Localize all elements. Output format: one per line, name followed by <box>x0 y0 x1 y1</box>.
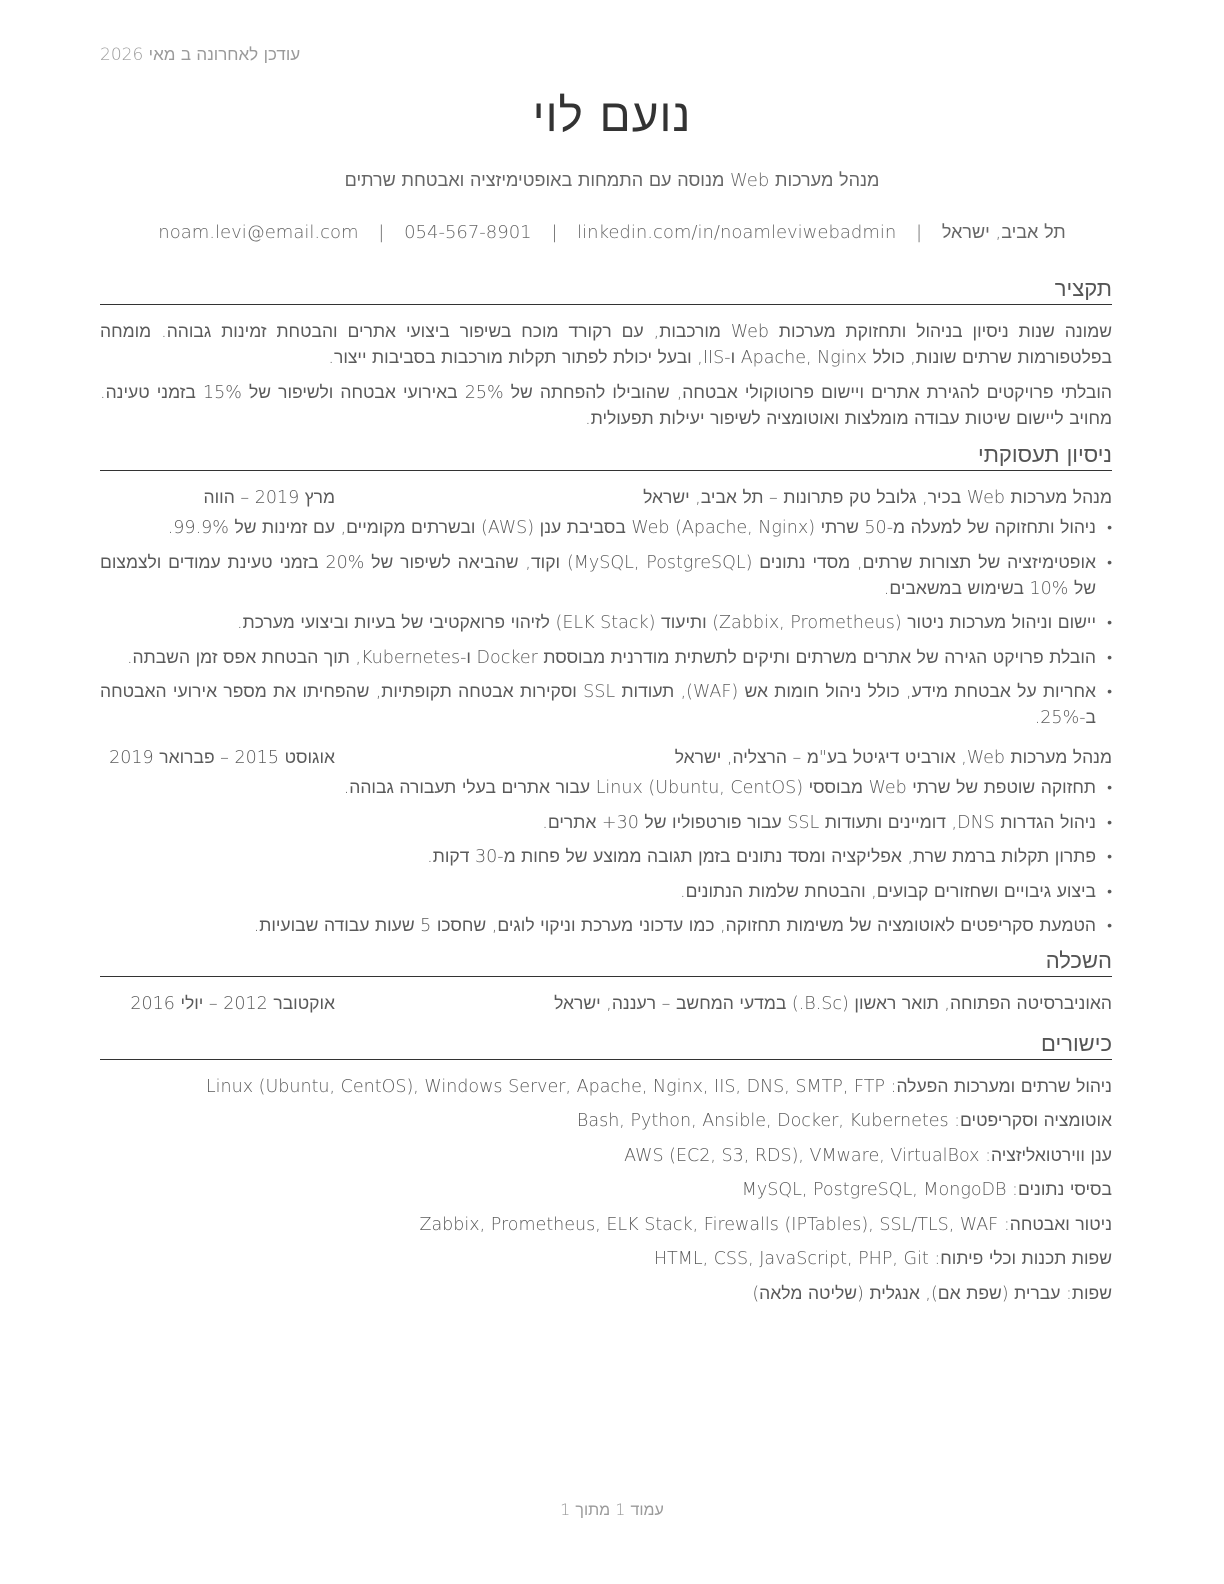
contact-separator: | <box>378 222 385 243</box>
contact-line <box>0 222 1224 243</box>
job-entry <box>100 745 1112 939</box>
skill-line: שפות: עברית (שפת אם), אנגלית (שליטה מלאה) <box>752 1283 1112 1304</box>
skill-line: ניטור ואבטחה: Zabbix, Prometheus, ELK Stack, Firewalls (IPTables), SSL/TLS, WAF <box>419 1214 1112 1235</box>
education-dates: אוקטובר 2012 – יולי 2016 <box>130 993 335 1014</box>
contact-email[interactable]: noam.levi@email.com <box>158 222 359 243</box>
list-item: • הטמעת סקריפטים לאוטומציה של משימות תחזוקה, כמו עדכוני מערכת וניקוי לוגים, שחסכו 5 שעות עבודה שבועיות. <box>100 913 1112 939</box>
contact-location: תל אביב, ישראל <box>941 222 1066 243</box>
skill-line: ענן ווירטואליזציה: AWS (EC2, S3, RDS), VMware, VirtualBox <box>624 1145 1112 1166</box>
job-dates: מרץ 2019 – הווה <box>203 488 335 508</box>
summary-section <box>100 276 1112 432</box>
section-title-summary: תקציר <box>100 276 1112 305</box>
list-item: • הובלת פרויקט הגירה של אתרים משרתים ותיקים לתשתית מודרנית מבוססת Docker ו-Kubernetes, תוך הבטחת אפס זמן השבתה. <box>100 645 1112 671</box>
education-section <box>100 948 1112 1017</box>
education-degree: האוניברסיטה הפתוחה, תואר ראשון (B.Sc.) במדעי המחשב – רעננה, ישראל <box>554 993 1112 1014</box>
summary-paragraph: שמונה שנות ניסיון בניהול ותחזוקת מערכות Web מורכבות, עם רקורד מוכח בשיפור ביצועי אתרים והבטחת זמינות גבוהה. מומחה בפלטפורמות שרתים שונות, כולל Apache, Nginx ו-IIS, ובעל יכולת לפתור תקלות מורכבות בסביבות ייצור. <box>100 322 1112 368</box>
resume-content <box>100 276 1112 1315</box>
skill-line: שפות תכנות וכלי פיתוח: HTML, CSS, JavaScript, PHP, Git <box>653 1249 1112 1269</box>
skill-line: בסיסי נתונים: MySQL, PostgreSQL, MongoDB <box>741 1180 1112 1200</box>
list-item: • אחריות על אבטחת מידע, כולל ניהול חומות אש (WAF), תעודות SSL וסקירות אבטחה תקופתיות, שהפחיתו את מספר אירועי האבטחה ב-25%. <box>100 679 1112 731</box>
job-header <box>100 485 1112 511</box>
summary-paragraph: הובלתי פרויקטים להגירת אתרים ויישום פרוטוקולי אבטחה, שהובילו להפחתה של 25% באירועי אבטחה ולשיפור של 15% בזמני טעינה. מחויב ליישום שיטות עבודה מומלצות ואוטומציה לשיפור יעילות תפעולית. <box>100 383 1112 429</box>
skill-line: ניהול שרתים ומערכות הפעלה: Linux (Ubuntu, CentOS), Windows Server, Apache, Nginx, IIS, DNS, SMTP, FTP <box>205 1076 1112 1097</box>
list-item: • ניהול הגדרות DNS, דומיינים ותעודות SSL עבור פורטפוליו של 30+ אתרים. <box>100 810 1112 836</box>
contact-phone: 054-567-8901 <box>404 222 532 243</box>
headline: מנהל מערכות Web מנוסה עם התמחות באופטימיזציה ואבטחת שרתים <box>344 170 880 191</box>
section-title-experience: ניסיון תעסוקתי <box>100 442 1112 471</box>
experience-section <box>100 442 1112 939</box>
contact-separator: | <box>916 222 923 243</box>
list-item: • יישום וניהול מערכות ניטור (Zabbix, Prometheus) ותיעוד (ELK Stack) לזיהוי פרואקטיבי של בעיות וביצועי מערכת. <box>100 610 1112 636</box>
contact-linkedin[interactable]: linkedin.com/in/noamleviwebadmin <box>577 222 897 243</box>
job-entry <box>100 485 1112 731</box>
list-item: • פתרון תקלות ברמת שרת, אפליקציה ומסד נתונים בזמן תגובה ממוצע של פחות מ-30 דקות. <box>100 844 1112 870</box>
job-role: מנהל מערכות Web, אורביט דיגיטל בע"מ – הרצליה, ישראל <box>674 748 1112 768</box>
list-item: • ביצוע גיבויים ושחזורים קבועים, והבטחת שלמות הנתונים. <box>100 879 1112 905</box>
section-title-skills: כישורים <box>100 1031 1112 1060</box>
job-bullets <box>100 775 1112 939</box>
job-dates: אוגוסט 2015 – פברואר 2019 <box>109 748 335 768</box>
page-number: עמוד 1 מתוך 1 <box>560 1500 664 1519</box>
list-item: • אופטימיזציה של תצורות שרתים, מסדי נתונים (MySQL, PostgreSQL) וקוד, שהביאה לשיפור של 20% בזמני טעינת עמודים ולצמצום של 10% בשימוש במשאבים. <box>100 550 1112 602</box>
education-entry <box>100 991 1112 1017</box>
list-item: • ניהול ותחזוקה של למעלה מ-50 שרתי Web (Apache, Nginx) בסביבת ענן (AWS) ובשרתים מקומיים, עם זמינות של 99.9%. <box>100 515 1112 541</box>
job-bullets <box>100 515 1112 731</box>
last-updated: עודכן לאחרונה ב מאי 2026 <box>100 45 301 65</box>
skills-section <box>100 1031 1112 1307</box>
job-header <box>100 745 1112 771</box>
skill-line: אוטומציה וסקריפטים: Bash, Python, Ansible, Docker, Kubernetes <box>576 1111 1112 1131</box>
list-item: • תחזוקה שוטפת של שרתי Web מבוססי Linux (Ubuntu, CentOS) עבור אתרים בעלי תעבורה גבוהה. <box>100 775 1112 801</box>
candidate-name: נועם לוי <box>532 88 692 142</box>
job-role: מנהל מערכות Web בכיר, גלובל טק פתרונות – תל אביב, ישראל <box>643 488 1112 508</box>
section-title-education: השכלה <box>100 948 1112 977</box>
contact-separator: | <box>551 222 558 243</box>
